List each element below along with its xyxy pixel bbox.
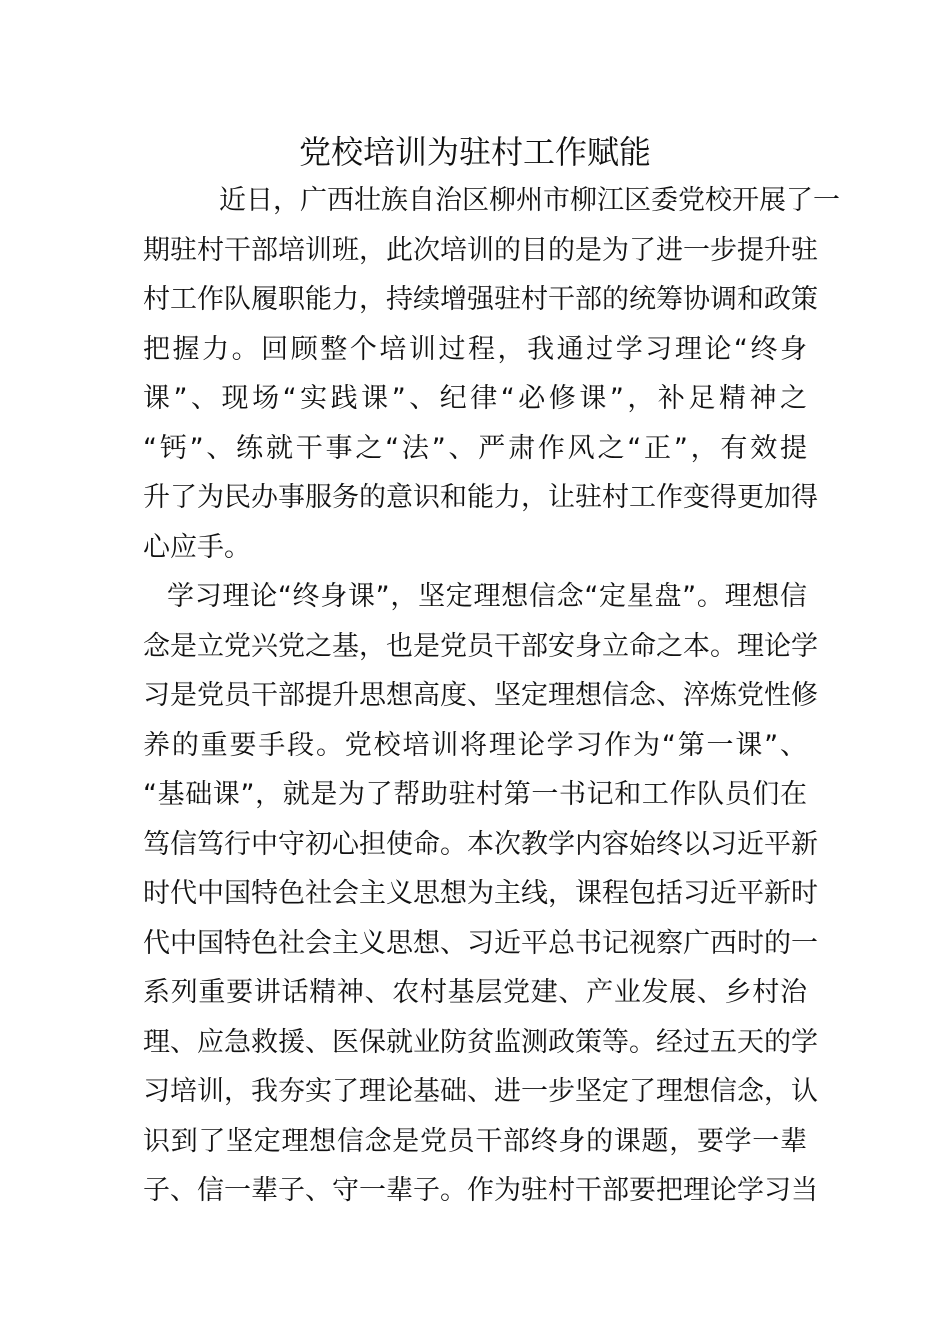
- paragraph-line: 系列重要讲话精神、农村基层党建、产业发展、乡村治: [143, 977, 807, 1008]
- document-body: [143, 176, 840, 1216]
- paragraph-line: 识到了坚定理想信念是党员干部终身的课题，要学一辈: [143, 1125, 807, 1157]
- paragraph-line: 养的重要手段。党校培训将理论学习作为“第一课”、: [143, 729, 807, 761]
- paragraph-line: “基础课”，就是为了帮助驻村第一书记和工作队员们在: [143, 779, 807, 810]
- paragraph-line: 念是立党兴党之基，也是党员干部安身立命之本。理论学: [143, 630, 818, 662]
- paragraph-line: 代中国特色社会主义思想、习近平总书记视察广西时的一: [143, 927, 818, 959]
- document-title: 党校培训为驻村工作赋能: [298, 133, 651, 171]
- paragraph-line: 习是党员干部提升思想高度、坚定理想信念、淬炼党性修: [143, 680, 818, 711]
- paragraph-line: 习培训，我夯实了理论基础、进一步坚定了理想信念，认: [143, 1076, 818, 1107]
- paragraph-line: 学习理论“终身课”，坚定理想信念“定星盘”。理想信: [167, 581, 807, 612]
- paragraph-line: 心应手。: [143, 531, 251, 563]
- paragraph-1: [143, 176, 840, 572]
- paragraph-line: 课”、现场“实践课”、纪律“必修课”，补足精神之: [143, 383, 807, 414]
- paragraph-line: 村工作队履职能力，持续增强驻村干部的统筹协调和政策: [143, 284, 818, 315]
- paragraph-line: 期驻村干部培训班，此次培训的目的是为了进一步提升驻: [143, 234, 818, 266]
- paragraph-line: “钙”、练就干事之“法”、严肃作风之“正”，有效提: [143, 432, 807, 464]
- paragraph-line: 理、应急救援、医保就业防贫监测政策等。经过五天的学: [143, 1026, 818, 1058]
- paragraph-line: 近日，广西壮族自治区柳州市柳江区委党校开展了一: [219, 185, 840, 216]
- paragraph-line: 子、信一辈子、守一辈子。作为驻村干部要把理论学习当: [143, 1175, 818, 1206]
- paragraph-2: [143, 572, 818, 1216]
- paragraph-line: 升了为民办事服务的意识和能力，让驻村工作变得更加得: [143, 482, 818, 513]
- paragraph-line: 笃信笃行中守初心担使命。本次教学内容始终以习近平新: [143, 828, 818, 860]
- paragraph-line: 时代中国特色社会主义思想为主线，课程包括习近平新时: [143, 878, 818, 909]
- paragraph-line: 把握力。回顾整个培训过程，我通过学习理论“终身: [143, 333, 807, 365]
